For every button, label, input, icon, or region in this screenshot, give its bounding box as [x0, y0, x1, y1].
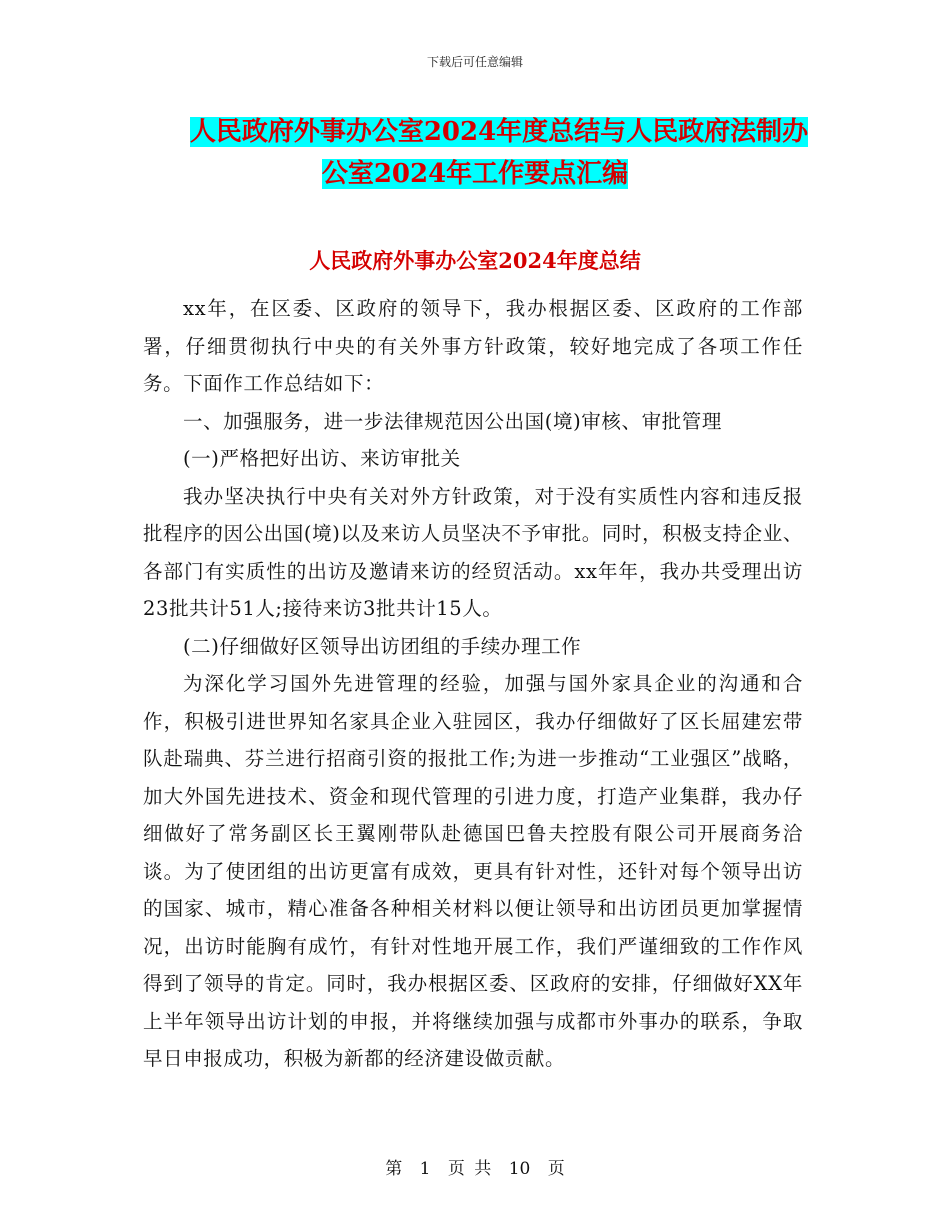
document-title-line-2 — [0, 154, 950, 194]
page-label-prefix: 第 — [385, 1159, 403, 1179]
paragraph: 一、加强服务，进一步法律规范因公出国(境)审核、审批管理 — [182, 409, 722, 433]
page-label-suffix: 页 — [547, 1159, 565, 1179]
paragraph: (一)严格把好出访、来访审批关 — [182, 447, 461, 470]
total-pages: 10 — [508, 1159, 531, 1179]
paragraph: 为深化学习国外先进管理的经验，加强与国外家具企业的沟通和合作，积极引进世界知名家具企业入驻园区，我办仔细做好了区长屈建宏带队赴瑞典、芬兰进行招商引资的报批工作;为进一步推动“工业强区”战略，加大外国先进技术、资金和现代管理的引进力度，打造产业集群，我办仔细做好了常务副区长王翼刚带队赴德国巴鲁夫控股有限公司开展商务洽谈。为了使团组的出访更富有成效，更具有针对性，还针对每个领导出访的国家、城市，精心准备各种相关材料以便让领导和出访团员更加掌握情况，出访时能胸有成竹，有针对性地开展工作，我们严谨细致的工作作风得到了领导的肯定。同时，我办根据区委、区政府的安排，仔细做好XX年上半年领导出访计划的申报，并将继续加强与成都市外事办的联系，争取早日申报成功，积极为新都的经济建设做贡献。 — [143, 672, 803, 1070]
page-label-middle: 页 共 — [447, 1159, 492, 1179]
section-title: 人民政府外事办公室2024年度总结 — [309, 248, 641, 273]
document-title-text-1: 人民政府外事办公室2024年度总结与人民政府法制办 — [189, 117, 809, 147]
paragraph: xx年，在区委、区政府的领导下，我办根据区委、区政府的工作部署，仔细贯彻执行中央的有关外事方针政策，较好地完成了各项工作任务。下面作工作总结如下： — [143, 297, 803, 395]
document-title-line-1 — [0, 112, 950, 152]
page-number: 1 — [419, 1159, 431, 1179]
page-footer — [0, 1154, 950, 1179]
paragraph: (二)仔细做好区领导出访团组的手续办理工作 — [182, 634, 582, 658]
paragraph: 我办坚决执行中央有关对外方针政策，对于没有实质性内容和违反报批程序的因公出国(境)以及来访人员坚决不予审批。同时，积极支持企业、各部门有实质性的出访及邀请来访的经贸活动。xx年年，我办共受理出访23批共计51人;接待来访3批共计15人。 — [143, 484, 803, 620]
document-body — [143, 290, 803, 1078]
document-title-text-2: 公室2024年工作要点汇编 — [321, 159, 629, 189]
header-note: 下载后可任意编辑 — [426, 55, 523, 69]
